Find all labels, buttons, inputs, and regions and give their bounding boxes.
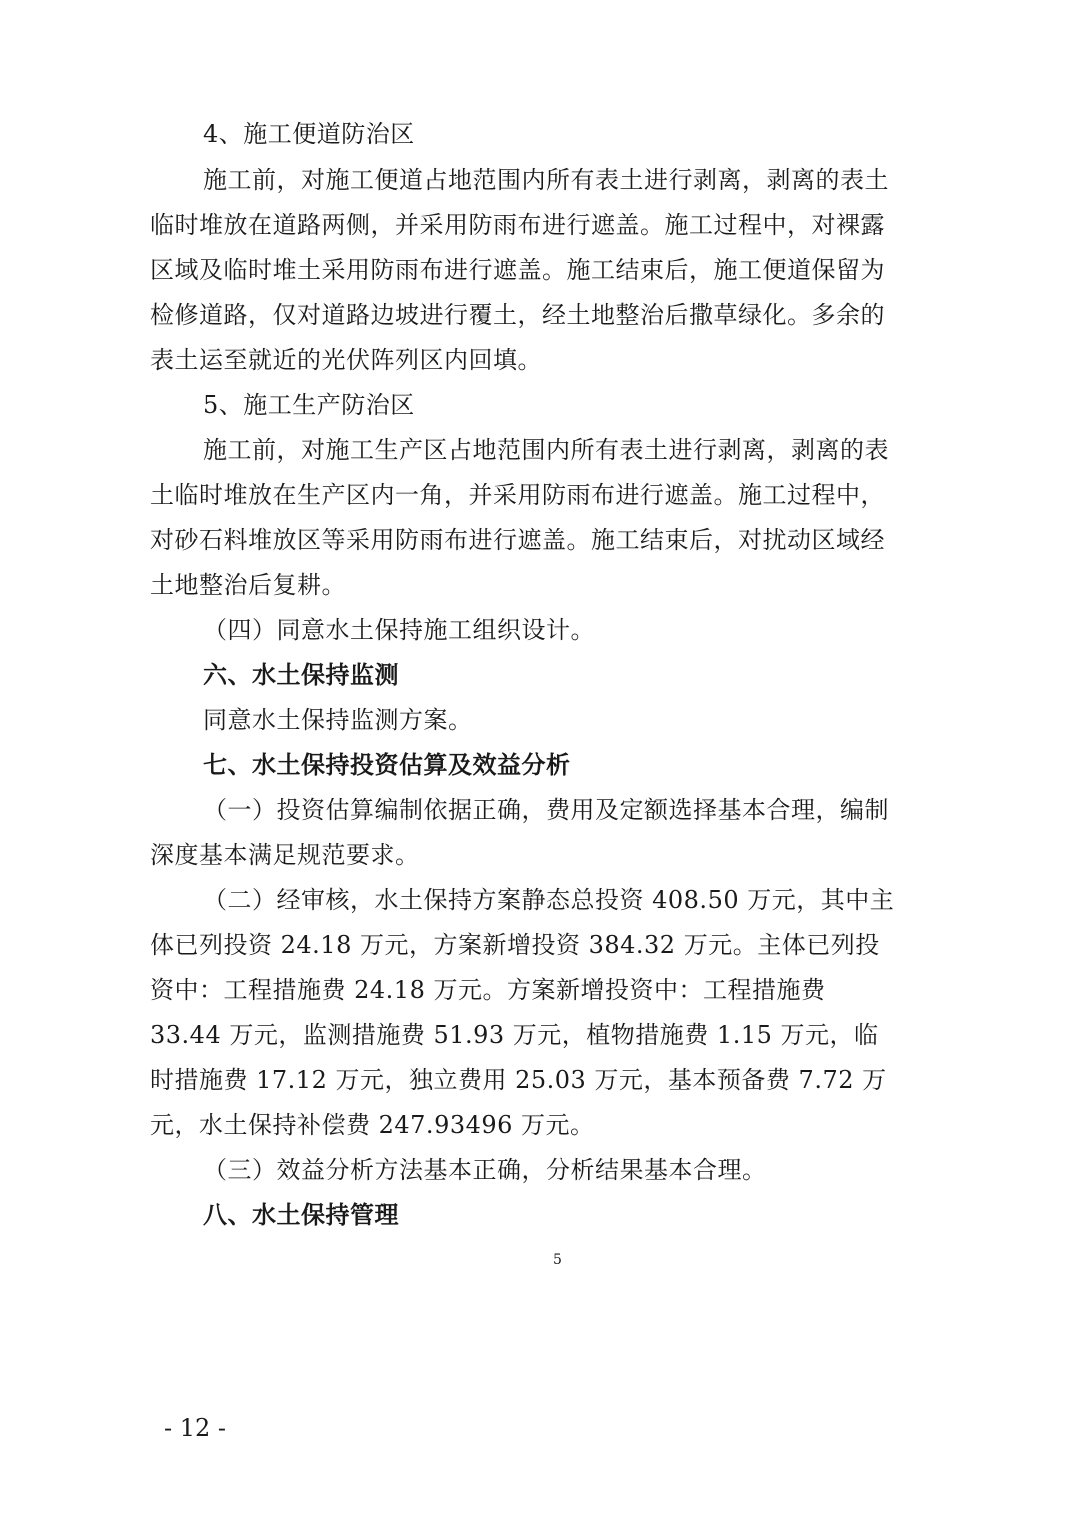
text-line: 深度基本满足规范要求。 <box>150 841 420 869</box>
inner-page-number: 5 <box>553 1252 562 1268</box>
section-heading: 八、水土保持管理 <box>203 1201 399 1229</box>
text-line: 33.44 万元，监测措施费 51.93 万元，植物措施费 1.15 万元，临 <box>150 1021 879 1049</box>
text-line: 临时堆放在道路两侧，并采用防雨布进行遮盖。施工过程中，对裸露 <box>150 211 885 239</box>
text-line: 5、施工生产防治区 <box>203 391 415 419</box>
text-line: （三）效益分析方法基本正确，分析结果基本合理。 <box>203 1156 767 1184</box>
text-line: 施工前，对施工生产区占地范围内所有表土进行剥离，剥离的表 <box>203 436 889 464</box>
text-line: 同意水土保持监测方案。 <box>203 706 473 734</box>
text-line: 时措施费 17.12 万元，独立费用 25.03 万元，基本预备费 7.72 万 <box>150 1066 887 1094</box>
text-line: 土临时堆放在生产区内一角，并采用防雨布进行遮盖。施工过程中， <box>150 481 885 509</box>
text-line: （一）投资估算编制依据正确，费用及定额选择基本合理，编制 <box>203 796 889 824</box>
text-line: 表土运至就近的光伏阵列区内回填。 <box>150 346 542 374</box>
text-line: 元，水土保持补偿费 247.93496 万元。 <box>150 1111 595 1139</box>
text-line: 检修道路，仅对道路边坡进行覆土，经土地整治后撒草绿化。多余的 <box>150 301 885 329</box>
text-line: 施工前，对施工便道占地范围内所有表土进行剥离，剥离的表土 <box>203 166 889 194</box>
text-line: 土地整治后复耕。 <box>150 571 346 599</box>
section-heading: 七、水土保持投资估算及效益分析 <box>203 751 571 779</box>
footer-page-number: - 12 - <box>164 1414 227 1442</box>
text-line: 4、施工便道防治区 <box>203 120 415 148</box>
section-heading: 六、水土保持监测 <box>203 661 399 689</box>
text-line: 区域及临时堆土采用防雨布进行遮盖。施工结束后，施工便道保留为 <box>150 256 885 284</box>
text-line: 资中：工程措施费 24.18 万元。方案新增投资中：工程措施费 <box>150 976 826 1004</box>
text-line: （四）同意水土保持施工组织设计。 <box>203 616 595 644</box>
text-line: 体已列投资 24.18 万元，方案新增投资 384.32 万元。主体已列投 <box>150 931 880 959</box>
text-line: 对砂石料堆放区等采用防雨布进行遮盖。施工结束后，对扰动区域经 <box>150 526 885 554</box>
text-line: （二）经审核，水土保持方案静态总投资 408.50 万元，其中主 <box>203 886 895 914</box>
